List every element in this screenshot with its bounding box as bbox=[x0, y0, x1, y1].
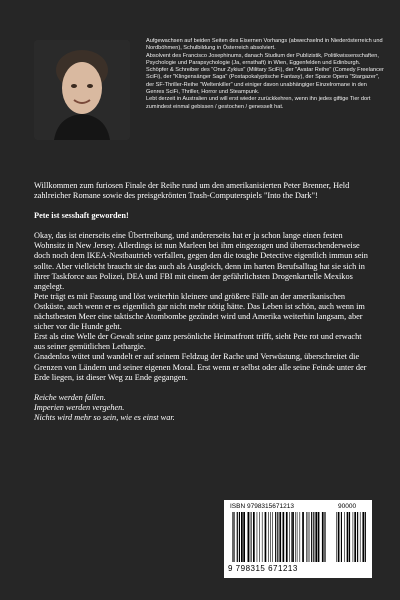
bio-line: Absolvent des Francisco Josephinums, danach Studium der Publizistik, Politikwissenschaften, Psychologie und Parapsychologie (Ja, ernsthaft) in Wien, Eggenfelden und Edinburgh. bbox=[146, 52, 379, 66]
paragraph-group bbox=[34, 231, 372, 382]
paragraph: Pete trägt es mit Fassung und löst weiterhin kleinere und größere Fälle an der amerikanischen Ostküste, auch wenn er es eigentlich gar nicht mehr nötig hätte. Das Leben ist schön, auch wenn im nächstbesten Meer eine taktische Atombombe gezündet wird und Amerika weiterhin langsam, aber sicher vor die Hunde geht. bbox=[34, 291, 365, 332]
paragraph: Okay, das ist einerseits eine Übertreibung, und andererseits hat er ja schon lange einen festen Wohnsitz in New Jersey. Allerdings ist nun Marleen bei ihm eingezogen und überraschenderweise doch noch dem IKEA-Nestbautrieb verfallen, gegen den die toughe Detective eigentlich immun sein sollte. Aber vielleicht braucht sie das auch als Ausgleich, denn im harten Berufsalltag hat sie sich in ihrer Taskforce aus Polizei, DEA und FBI mit einem der gefährlichsten Drogenkartelle Mexikos angelegt. bbox=[34, 231, 368, 291]
paragraph: Gnadenlos wütet und wandelt er auf seinem Feldzug der Rache und Verwüstung, überschreitet die Grenzen von Ländern und seiner eigenen Moral. Erst wenn er selbst oder alle seine Feinde unter der Erde liegen, ist dieser Weg zu Ende gegangen. bbox=[34, 352, 367, 382]
bio-line: Schöpfer & Schreiber des "Onur Zykius" (Military SciFi), der "Avatar Reihe" (Comedy Freelancer SciFi), der "Klingensänger Saga" (Postapokalyptische Fantasy), der Space Opera "Stargazer", der SF-Thriller-Reihe "Weltenkiller" und einiger davon unabhängiger Einzelromane in den Genres SciFi, Thriller, Horror und Steampunk. bbox=[146, 67, 384, 96]
quote-line: Reiche werden fallen. bbox=[34, 392, 106, 402]
section-heading: Pete ist sesshaft geworden! bbox=[34, 211, 129, 221]
isbn-barcode bbox=[224, 500, 372, 578]
intro-text: Willkommen zum furiosen Finale der Reihe rund um den amerikanisierten Peter Brenner, Held zahlreicher Romane sowie des preisgekrönten Trash-Computerspiels "Into the Dark"! bbox=[34, 181, 350, 201]
isbn-label: ISBN 9798315671213 bbox=[230, 503, 294, 510]
quote-line: Nichts wird mehr so sein, wie es einst war. bbox=[34, 412, 175, 422]
quote-line: Imperien werden vergehen. bbox=[34, 402, 125, 412]
author-photo bbox=[34, 40, 130, 140]
closing-quote bbox=[34, 393, 372, 423]
bio-line: Lebt derzeit in Australien und will erst wieder zurückkehren, wenn ihn jedes giftige Tier dort zumindest einmal gebissen / gestochen / genesselt hat. bbox=[146, 96, 371, 110]
author-portrait-icon bbox=[34, 40, 130, 140]
author-bio bbox=[146, 38, 384, 111]
bio-line: Aufgewachsen auf beiden Seiten des Eisernen Vorhangs (abwechselnd in Niederösterreich und Nordböhmen), Schulbildung in Österreich absolviert. bbox=[146, 38, 383, 52]
addon-bars-icon bbox=[336, 512, 366, 562]
price-addon-number: 90000 bbox=[338, 503, 357, 510]
book-description bbox=[34, 181, 372, 423]
barcode-digits: 9 798315 671213 bbox=[228, 564, 298, 573]
paragraph: Erst als eine Welle der Gewalt seine ganz persönliche Heimatfront trifft, sieht Pete rot und erwacht aus seiner gemütlichen Lethargie. bbox=[34, 332, 362, 352]
barcode-bars-icon bbox=[232, 512, 328, 562]
